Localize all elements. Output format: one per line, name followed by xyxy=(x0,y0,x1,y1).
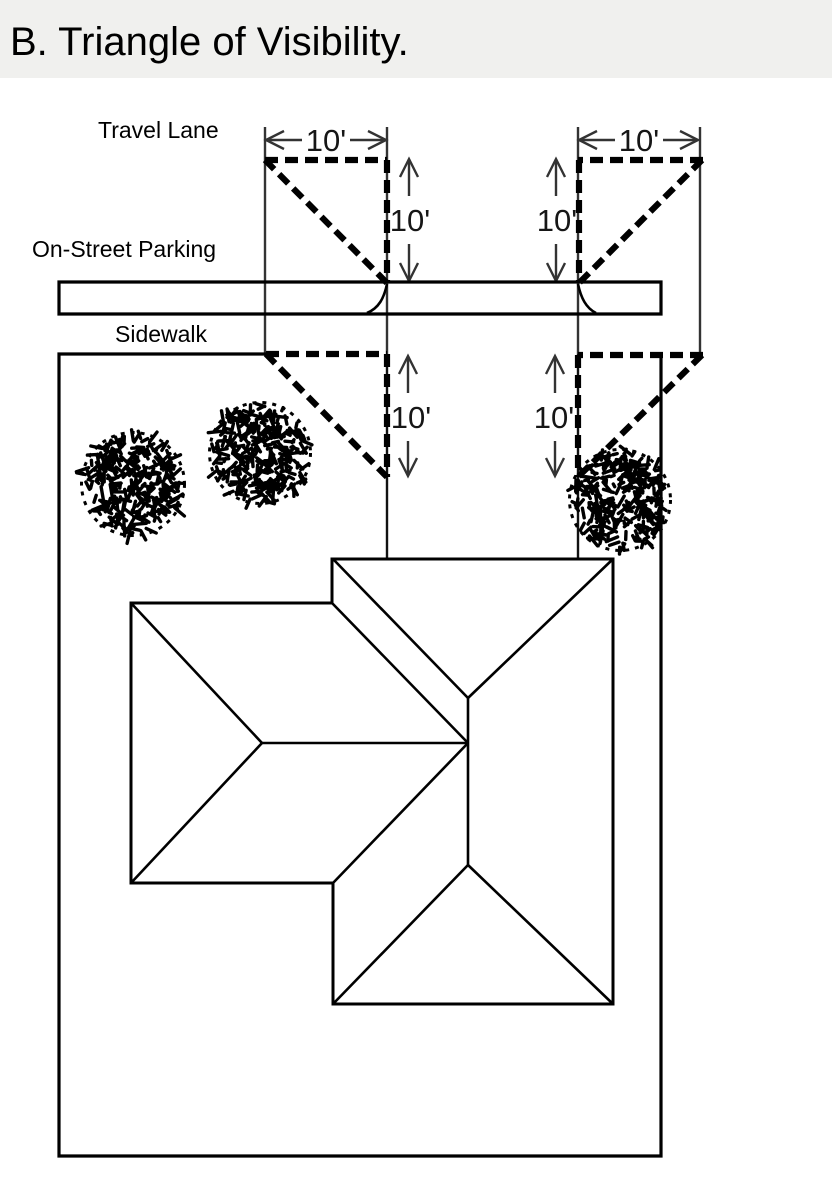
parking-lane xyxy=(59,282,661,314)
dimension-label: 10' xyxy=(533,400,575,435)
page-title: B. Triangle of Visibility. xyxy=(10,20,409,64)
tree-scribble xyxy=(568,446,666,554)
tree-icon xyxy=(208,403,312,509)
dimension-label: 10' xyxy=(536,203,578,238)
dimension-label: 10' xyxy=(305,123,347,158)
dimension-label: 10' xyxy=(390,400,432,435)
driveway-flare-curve xyxy=(367,284,387,313)
travel-lane-label: Travel Lane xyxy=(98,117,219,143)
driveway xyxy=(387,354,578,559)
visibility-triangles xyxy=(265,160,703,477)
house-roof-plan xyxy=(131,559,613,1004)
tree-icon xyxy=(568,446,671,554)
dimension-lines xyxy=(266,131,698,476)
parking-lane-outline xyxy=(59,282,661,314)
tree-icon xyxy=(76,430,184,544)
dimension-label: 10' xyxy=(618,123,660,158)
visibility-triangle-upper-right xyxy=(578,160,703,283)
driveway-flare-curve xyxy=(578,284,596,313)
sidewalk-label: Sidewalk xyxy=(115,321,208,347)
tree-scribble xyxy=(208,404,312,509)
dimension-label: 10' xyxy=(389,203,431,238)
dimension-labels xyxy=(306,123,659,435)
on-street-parking-label: On-Street Parking xyxy=(32,236,217,262)
visibility-triangle-upper-left xyxy=(265,160,387,283)
house-footprint xyxy=(131,559,613,1004)
